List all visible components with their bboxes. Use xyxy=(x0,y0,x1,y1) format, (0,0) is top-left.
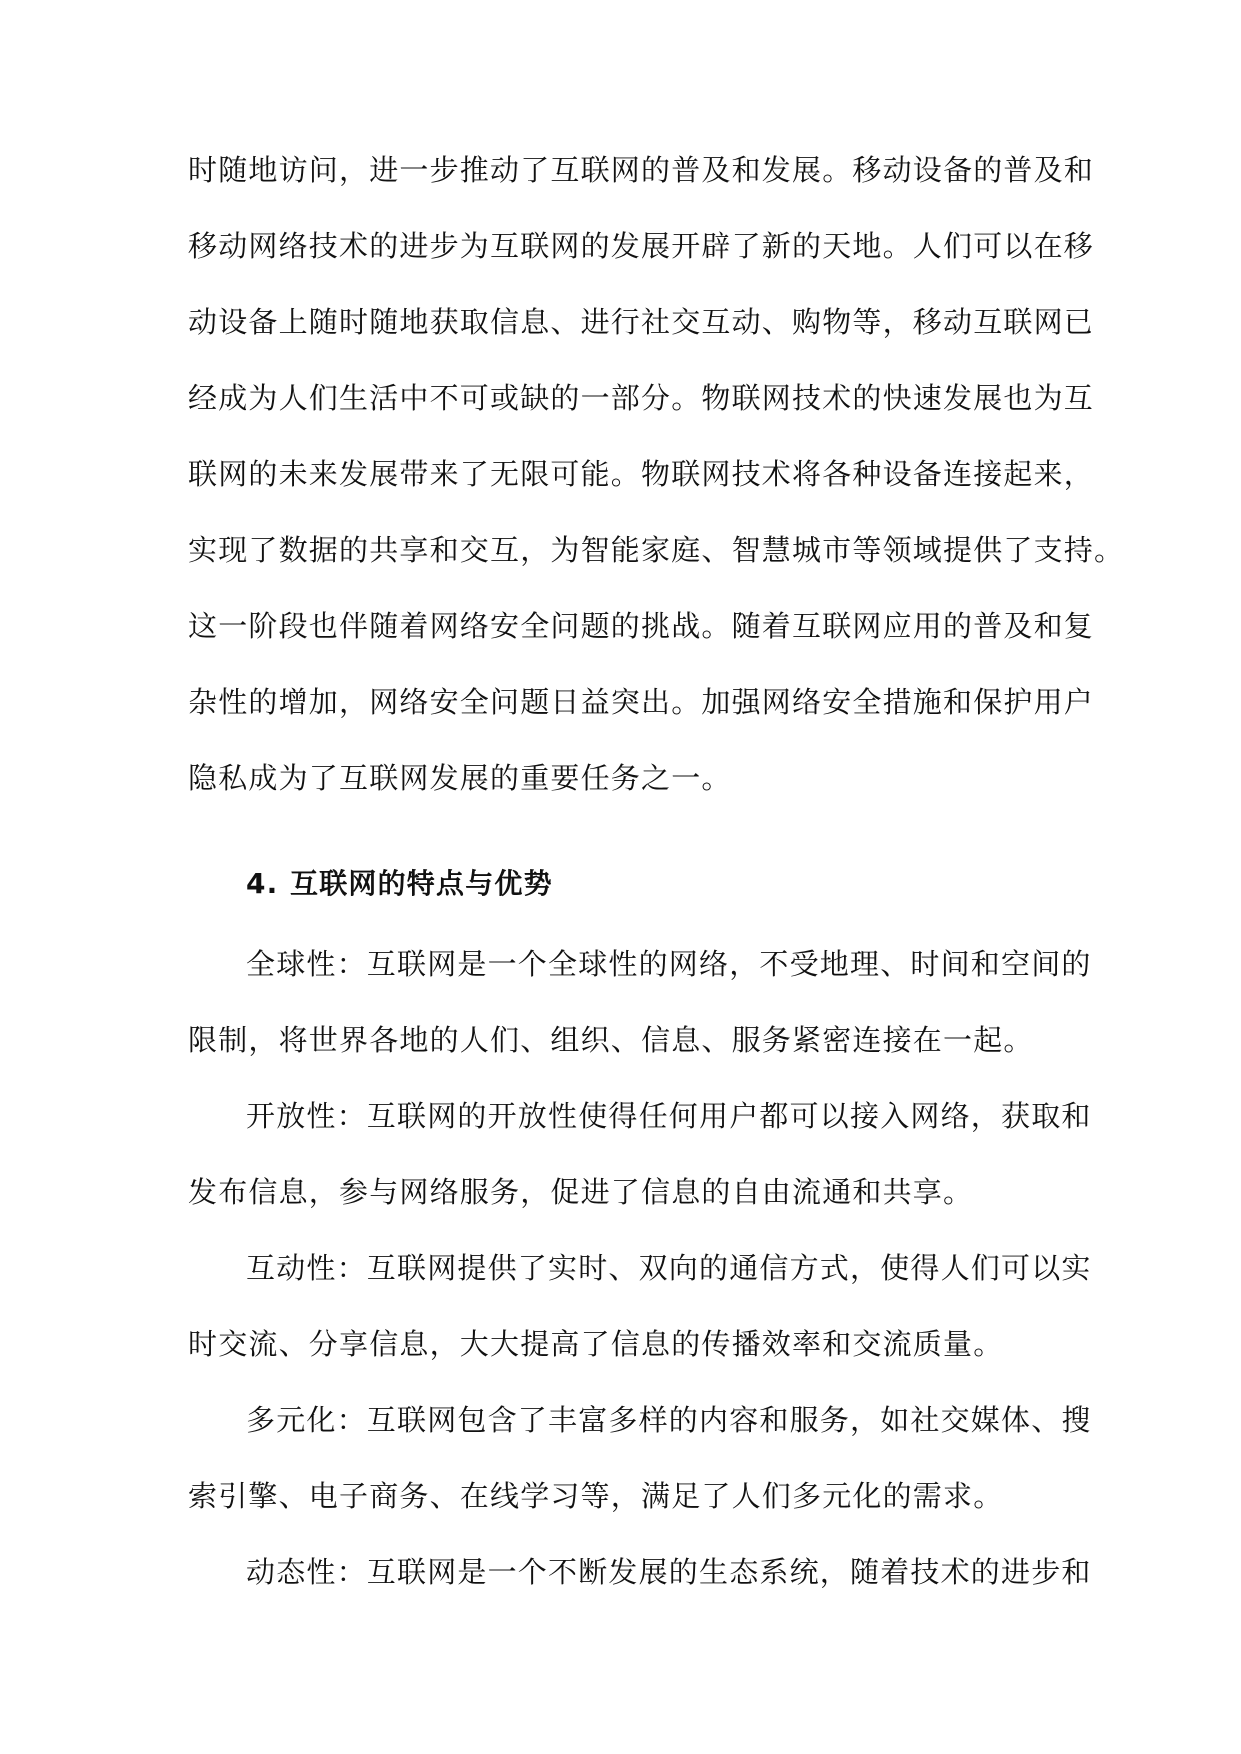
paragraph-line: 这一阶段也伴随着网络安全问题的挑战。随着互联网应用的普及和复 xyxy=(188,609,1095,643)
section-number: 4. xyxy=(246,867,279,900)
paragraph-line: 移动网络技术的进步为互联网的发展开辟了新的天地。人们可以在移 xyxy=(188,229,1095,263)
feature-open-line: 开放性：互联网的开放性使得任何用户都可以接入网络，获取和 xyxy=(246,1099,1092,1133)
feature-interactive-line: 互动性：互联网提供了实时、双向的通信方式，使得人们可以实 xyxy=(246,1251,1092,1285)
feature-global-line: 全球性：互联网是一个全球性的网络，不受地理、时间和空间的 xyxy=(246,947,1092,981)
paragraph-line: 经成为人们生活中不可或缺的一部分。物联网技术的快速发展也为互 xyxy=(188,381,1095,415)
feature-open-line: 发布信息，参与网络服务，促进了信息的自由流通和共享。 xyxy=(188,1175,974,1209)
feature-diverse-line: 多元化：互联网包含了丰富多样的内容和服务，如社交媒体、搜 xyxy=(246,1403,1092,1437)
paragraph-line: 联网的未来发展带来了无限可能。物联网技术将各种设备连接起来， xyxy=(188,457,1095,491)
section-heading xyxy=(246,864,1056,904)
paragraph-line: 时随地访问，进一步推动了互联网的普及和发展。移动设备的普及和 xyxy=(188,153,1095,187)
paragraph-line: 隐私成为了互联网发展的重要任务之一。 xyxy=(188,761,732,795)
paragraph-line: 实现了数据的共享和交互，为智能家庭、智慧城市等领域提供了支持。 xyxy=(188,533,1125,567)
feature-diverse-line: 索引擎、电子商务、在线学习等，满足了人们多元化的需求。 xyxy=(188,1479,1004,1513)
paragraph-line: 杂性的增加，网络安全问题日益突出。加强网络安全措施和保护用户 xyxy=(188,685,1095,719)
feature-dynamic-line: 动态性：互联网是一个不断发展的生态系统，随着技术的进步和 xyxy=(246,1555,1092,1589)
feature-global-line: 限制，将世界各地的人们、组织、信息、服务紧密连接在一起。 xyxy=(188,1023,1034,1057)
paragraph-line: 动设备上随时随地获取信息、进行社交互动、购物等，移动互联网已 xyxy=(188,305,1095,339)
section-title: 互联网的特点与优势 xyxy=(290,867,553,900)
feature-interactive-line: 时交流、分享信息，大大提高了信息的传播效率和交流质量。 xyxy=(188,1327,1004,1361)
